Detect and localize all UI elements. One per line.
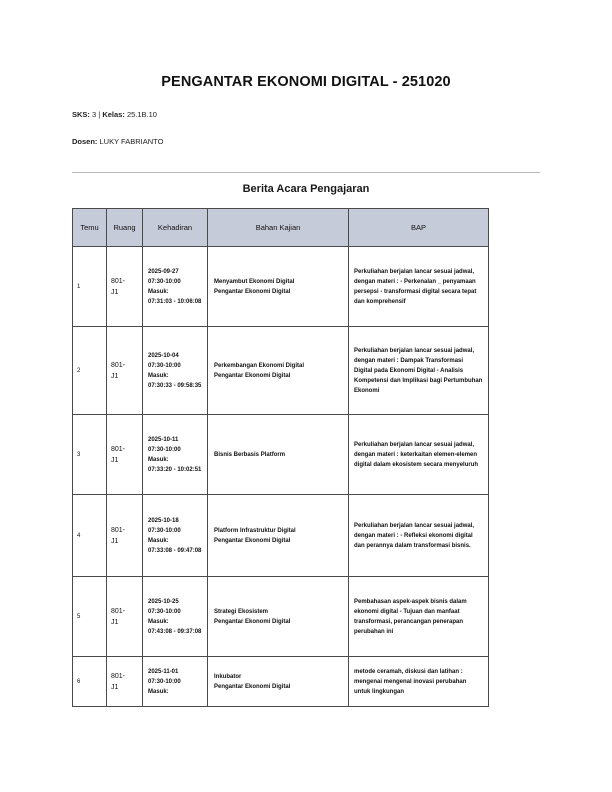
cell-bap: Perkuliahan berjalan lancar sesuai jadwal, dengan materi : keterkaitan elemen-elemen digital dalam ekosistem secara menyeluruh <box>349 415 489 495</box>
session-schedule: 07:30-10:00 <box>148 608 181 615</box>
room-code: 801-J1 <box>111 445 126 464</box>
session-date: 2025-10-25 <box>148 598 179 605</box>
cell-kehadiran <box>143 577 208 657</box>
page-title: PENGANTAR EKONOMI DIGITAL - 251020 <box>161 74 451 90</box>
cell-bahan-kajian <box>208 495 349 577</box>
session-date: 2025-11-01 <box>148 668 179 675</box>
cell-temu: 1 <box>73 247 107 327</box>
header-ruang: Ruang <box>107 209 143 247</box>
cell-ruang <box>107 415 143 495</box>
header-kehadiran: Kehadiran <box>143 209 208 247</box>
table-row <box>73 657 489 707</box>
attendance-time: 07:33:20 - 10:02:51 <box>148 466 202 473</box>
cell-bap: Perkuliahan berjalan lancar sesuai jadwal, dengan materi : Dampak Transformasi Digital pada Ekonomi Digital - Analisis Kompetensi dan Implikasi bagi Pertumbuhan Ekonomi <box>349 327 489 415</box>
session-schedule: 07:30-10:00 <box>148 278 181 285</box>
header-bap: BAP <box>349 209 489 247</box>
section-title: Berita Acara Pengajaran <box>242 183 370 195</box>
room-code: 801-J1 <box>111 526 126 545</box>
cell-bahan-kajian <box>208 657 349 707</box>
room-code: 801-J1 <box>111 277 126 296</box>
topic-line: Pengantar Ekonomi Digital <box>214 537 291 544</box>
cell-ruang <box>107 577 143 657</box>
attendance-time: 07:30:33 - 09:58:35 <box>148 382 202 389</box>
attendance-label: Masuk: <box>148 688 169 695</box>
cell-ruang <box>107 247 143 327</box>
dosen-value: LUKY FABRIANTO <box>99 137 164 146</box>
cell-temu: 3 <box>73 415 107 495</box>
room-code: 801-J1 <box>111 672 126 691</box>
attendance-time: 07:33:08 - 09:47:08 <box>148 547 202 554</box>
session-date: 2025-09-27 <box>148 268 179 275</box>
cell-kehadiran <box>143 327 208 415</box>
cell-kehadiran <box>143 495 208 577</box>
header-bahan-kajian: Bahan Kajian <box>208 209 349 247</box>
table-row <box>73 327 489 415</box>
meta-separator: | <box>98 110 101 119</box>
cell-kehadiran <box>143 247 208 327</box>
lecturer-meta <box>72 137 163 146</box>
attendance-label: Masuk: <box>148 537 169 544</box>
teaching-record-table <box>72 208 489 707</box>
cell-temu: 2 <box>73 327 107 415</box>
topic-line: Bisnis Berbasis Platform <box>214 451 286 458</box>
cell-bahan-kajian <box>208 247 349 327</box>
attendance-label: Masuk: <box>148 288 169 295</box>
table-header-row <box>73 209 489 247</box>
cell-bahan-kajian <box>208 327 349 415</box>
attendance-label: Masuk: <box>148 618 169 625</box>
cell-ruang <box>107 495 143 577</box>
cell-kehadiran <box>143 657 208 707</box>
course-meta <box>72 110 157 119</box>
sks-label: SKS: <box>72 110 90 119</box>
session-schedule: 07:30-10:00 <box>148 527 181 534</box>
session-date: 2025-10-04 <box>148 352 179 359</box>
table-row <box>73 495 489 577</box>
cell-ruang <box>107 657 143 707</box>
topic-line: Pengantar Ekonomi Digital <box>214 683 291 690</box>
room-code: 801-J1 <box>111 607 126 626</box>
session-schedule: 07:30-10:00 <box>148 678 181 685</box>
cell-bap: metode ceramah, diskusi dan latihan : mengenai mengenal inovasi perubahan untuk lingkungan <box>349 657 489 707</box>
table-body <box>73 247 489 707</box>
dosen-label: Dosen: <box>72 137 98 146</box>
kelas-value: 25.1B.10 <box>126 110 157 119</box>
room-code: 801-J1 <box>111 361 126 380</box>
sks-value: 3 <box>92 110 97 119</box>
section-divider <box>72 172 540 173</box>
session-schedule: 07:30-10:00 <box>148 446 181 453</box>
cell-temu: 6 <box>73 657 107 707</box>
cell-bap: Perkuliahan berjalan lancar sesuai jadwal, dengan materi : - Refleksi ekonomi digital dan perannya dalam transformasi bisnis. <box>349 495 489 577</box>
attendance-time: 07:31:03 - 10:06:08 <box>148 298 202 305</box>
cell-bahan-kajian <box>208 577 349 657</box>
session-date: 2025-10-18 <box>148 517 179 524</box>
cell-bahan-kajian <box>208 415 349 495</box>
topic-line: Strategi Ekosistem <box>214 608 269 615</box>
table-row <box>73 247 489 327</box>
cell-bap: Perkuliahan berjalan lancar sesuai jadwal, dengan materi : - Perkenalan _ penyamaan persepsi - transformasi digital secara tepat dan komprehensif <box>349 247 489 327</box>
attendance-time: 07:43:08 - 09:37:08 <box>148 628 202 635</box>
topic-line: Platform Infrastruktur Digital <box>214 527 296 534</box>
session-date: 2025-10-11 <box>148 436 179 443</box>
cell-temu: 4 <box>73 495 107 577</box>
header-temu: Temu <box>73 209 107 247</box>
cell-bap: Pembahasan aspek-aspek bisnis dalam ekonomi digital - Tujuan dan manfaat transformasi, perancangan penerapan perubahan ini <box>349 577 489 657</box>
topic-line: Inkubator <box>214 673 242 680</box>
attendance-label: Masuk: <box>148 456 169 463</box>
attendance-label: Masuk: <box>148 372 169 379</box>
topic-line: Pengantar Ekonomi Digital <box>214 372 291 379</box>
session-schedule: 07:30-10:00 <box>148 362 181 369</box>
kelas-label: Kelas: <box>102 110 125 119</box>
topic-line: Perkembangan Ekonomi Digital <box>214 362 305 369</box>
topic-line: Pengantar Ekonomi Digital <box>214 288 291 295</box>
cell-kehadiran <box>143 415 208 495</box>
topic-line: Menyambut Ekonomi Digital <box>214 278 295 285</box>
cell-ruang <box>107 327 143 415</box>
table-row <box>73 577 489 657</box>
topic-line: Pengantar Ekonomi Digital <box>214 618 291 625</box>
cell-temu: 5 <box>73 577 107 657</box>
table-row <box>73 415 489 495</box>
